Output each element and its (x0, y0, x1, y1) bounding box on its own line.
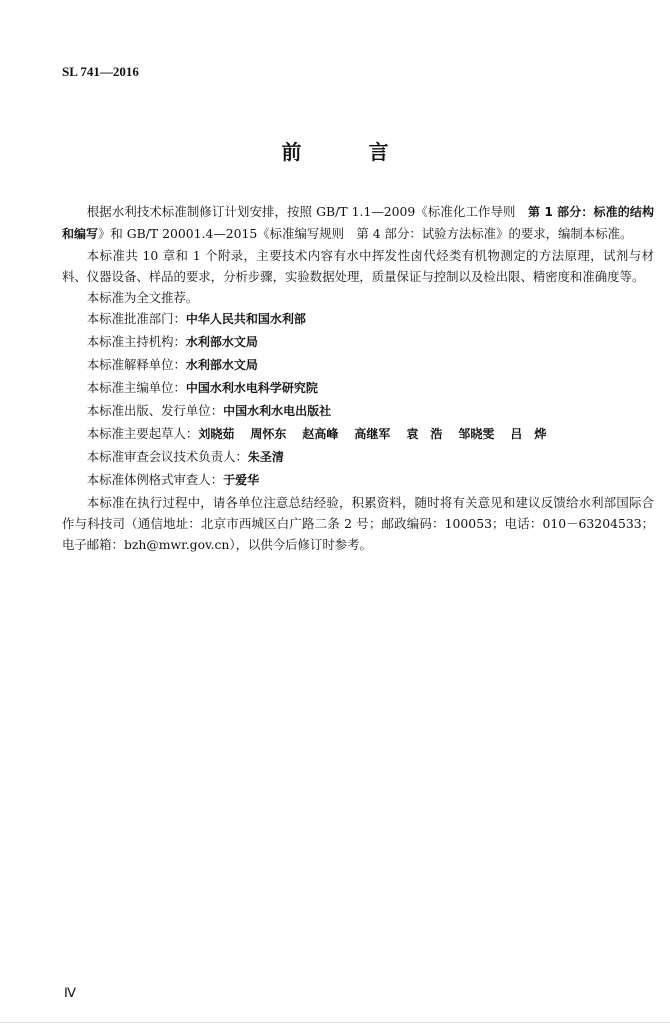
drafter-name: 邹晓雯 (458, 427, 495, 441)
paragraph-basis-text-c: 》和 GB/T 20001.4—2015《标准编写规则 第 4 部分：试验方法标准》的要求，编制本标准。 (98, 226, 633, 241)
paragraph-recommendation: 本标准为全文推荐。 (86, 290, 199, 305)
drafter-name: 周怀东 (250, 427, 287, 441)
drafter-name: 吕 烨 (510, 427, 547, 441)
info-review (62, 446, 654, 468)
info-drafters-label: 本标准主要起草人： (86, 426, 199, 441)
page-title: 前 言 (281, 140, 419, 164)
info-review-label: 本标准审查会议技术负责人： (86, 449, 248, 464)
paragraph-closing: 本标准在执行过程中，请各单位注意总结经验，积累资料，随时将有关意见和建议反馈给水利部国际合作与科技司（通信地址：北京市西城区白广路二条 2 号；邮政编码：100053；电话：010－63204533；电子邮箱：bzh@mwr.gov.cn），以供今后修订时参考。 (62, 495, 654, 552)
info-review-value: 朱圣清 (247, 450, 284, 464)
info-editor-value: 中国水利水电科学研究院 (185, 381, 318, 395)
document-body (62, 201, 654, 555)
info-publisher-label: 本标准出版、发行单位： (86, 403, 224, 418)
info-host-value: 水利部水文局 (185, 335, 258, 349)
info-interp-label: 本标准解释单位： (86, 357, 186, 372)
info-format (62, 469, 654, 491)
drafter-name: 赵高峰 (302, 427, 339, 441)
info-format-value: 于爱华 (223, 473, 260, 487)
info-drafters (62, 423, 654, 445)
paragraph-content: 本标准共 10 章和 1 个附录，主要技术内容有水中挥发性卤代烃类有机物测定的方法原理，试剂与材料、仪器设备、样品的要求，分析步骤，实验数据处理，质量保证与控制以及检出限、精密度和准确度等。 (62, 248, 654, 284)
info-approval (62, 308, 654, 330)
info-publisher-value: 中国水利水电出版社 (223, 404, 332, 418)
paragraph-basis-text-a: 根据水利技术标准制修订计划安排，按照 GB/T 1.1—2009《标准化工作导则 (86, 204, 529, 219)
page-number: Ⅳ (64, 985, 76, 1000)
drafter-name: 高继军 (354, 427, 391, 441)
drafter-name: 刘晓茹 (198, 427, 235, 441)
paragraph-basis-text-b: 第 1 部分：标准的结构和编写 (62, 205, 654, 241)
info-interpretation (62, 354, 654, 376)
info-editor-label: 本标准主编单位： (86, 380, 186, 395)
paragraph-basis (62, 201, 654, 245)
info-approval-label: 本标准批准部门： (86, 311, 186, 326)
page-edge-divider (0, 1022, 670, 1023)
info-publisher (62, 400, 654, 422)
info-approval-value: 中华人民共和国水利部 (185, 312, 306, 326)
standard-number: SL 741—2016 (62, 64, 139, 79)
info-editor (62, 377, 654, 399)
info-host-label: 本标准主持机构： (86, 334, 186, 349)
info-host (62, 331, 654, 353)
info-format-label: 本标准体例格式审查人： (86, 472, 224, 487)
drafter-name: 袁 浩 (406, 427, 443, 441)
info-interp-value: 水利部水文局 (185, 358, 258, 372)
